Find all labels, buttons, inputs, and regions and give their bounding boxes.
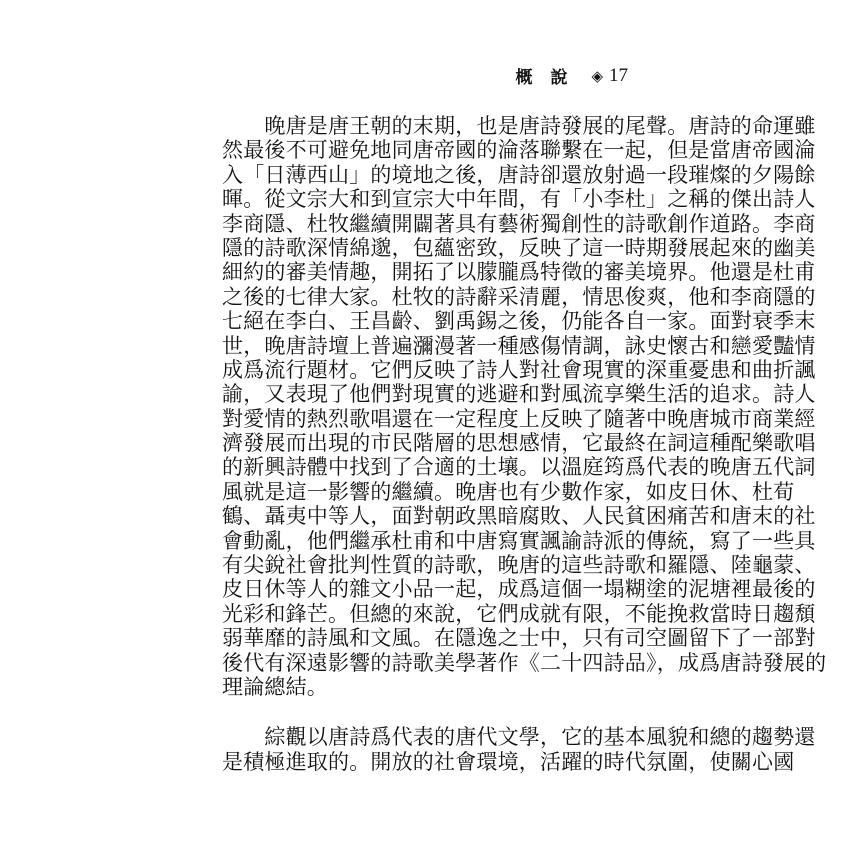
text-line: 世，晚唐詩壇上普遍瀰漫著一種感傷情調，詠史懷古和戀愛豔情 — [222, 333, 816, 358]
text-line: 成爲流行題材。它們反映了詩人對社會現實的深重憂患和曲折諷 — [222, 357, 816, 382]
text-line: 綜觀以唐詩爲代表的唐代文學，它的基本風貌和總的趨勢還 — [222, 725, 816, 750]
body-text — [222, 114, 827, 774]
text-line: 李商隱、杜牧繼續開闢著具有藝術獨創性的詩歌創作道路。李商 — [222, 211, 816, 236]
text-line: 有尖銳社會批判性質的詩歌，晚唐的這些詩歌和羅隱、陸龜蒙、 — [222, 553, 816, 578]
diamond-ornament-icon: ◈ — [591, 66, 603, 85]
text-line: 鶴、聶夷中等人，面對朝政黑暗腐敗、人民貧困痛苦和唐末的社 — [222, 504, 816, 529]
page-number: 17 — [609, 64, 628, 86]
text-line: 之後的七律大家。杜牧的詩辭采清麗，情思俊爽，他和李商隱的 — [222, 284, 816, 309]
paragraph-overview — [222, 725, 816, 774]
text-line: 暉。從文宗大和到宣宗大中年間，有「小李杜」之稱的傑出詩人 — [222, 187, 816, 212]
text-line: 隱的詩歌深情綿邈，包蘊密致，反映了這一時期發展起來的幽美 — [222, 235, 816, 260]
text-line: 細約的審美情趣，開拓了以朦朧爲特徵的審美境界。他還是杜甫 — [222, 260, 816, 285]
text-line: 的新興詩體中找到了合適的土壤。以溫庭筠爲代表的晚唐五代詞 — [222, 455, 816, 480]
text-line: 入「日薄西山」的境地之後，唐詩卻還放射過一段璀燦的夕陽餘 — [222, 162, 816, 187]
text-line: 然最後不可避免地同唐帝國的淪落聯繫在一起，但是當唐帝國淪 — [222, 138, 816, 163]
text-line: 是積極進取的。開放的社會環境，活躍的時代氛圍，使關心國 — [222, 749, 795, 774]
text-line: 光彩和鋒芒。但總的來說，它們成就有限，不能挽救當時日趨頹 — [222, 601, 816, 626]
section-title: 概說 — [515, 68, 586, 88]
text-line: 皮日休等人的雜文小品一起，成爲這個一塌糊塗的泥塘裡最後的 — [222, 577, 816, 602]
text-line: 後代有深遠影響的詩歌美學著作《二十四詩品》，成爲唐詩發展的 — [222, 650, 827, 675]
running-head — [515, 63, 628, 88]
text-line: 諭，又表現了他們對現實的逃避和對風流享樂生活的追求。詩人 — [222, 382, 816, 407]
text-line: 對愛情的熱烈歌唱還在一定程度上反映了隨著中晚唐城市商業經 — [222, 406, 816, 431]
text-line: 理論總結。 — [222, 674, 328, 699]
paragraph-spacer — [222, 699, 656, 725]
text-line: 弱華靡的詩風和文風。在隱逸之士中，只有司空圖留下了一部對 — [222, 626, 816, 651]
text-line: 晚唐是唐王朝的末期，也是唐詩發展的尾聲。唐詩的命運雖 — [222, 114, 816, 138]
paragraph-late-tang — [222, 114, 827, 699]
text-line: 濟發展而出現的市民階層的思想感情，它最終在詞這種配樂歌唱 — [222, 431, 816, 456]
text-line: 風就是這一影響的繼續。晚唐也有少數作家，如皮日休、杜荀 — [222, 479, 795, 504]
text-line: 會動亂，他們繼承杜甫和中唐寫實諷諭詩派的傳統，寫了一些具 — [222, 528, 816, 553]
text-line: 七絕在李白、王昌齡、劉禹錫之後，仍能各自一家。面對衰季末 — [222, 309, 816, 334]
